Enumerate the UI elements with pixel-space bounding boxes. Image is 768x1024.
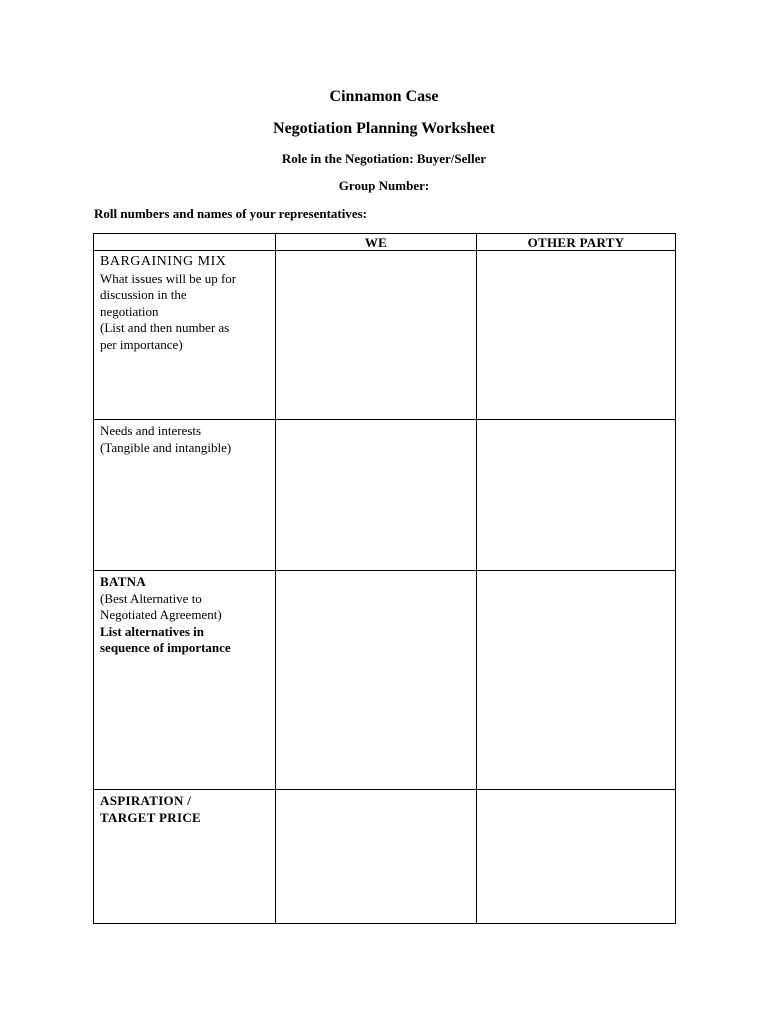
table-row-needs-interests [94,420,676,571]
header-cell-blank [94,234,276,251]
batna-heading: BATNA [100,574,147,589]
document-subtitle: Negotiation Planning Worksheet [273,120,495,137]
row-label-line: discussion in the [100,287,187,302]
other-party-cell-aspiration[interactable] [477,790,676,924]
row-label-line: Negotiated Agreement) [100,607,222,622]
other-party-cell-batna[interactable] [477,571,676,790]
table-row-batna [94,571,676,790]
row-label-line: What issues will be up for [100,270,237,286]
document-title: Cinnamon Case [329,88,439,105]
group-number-line: Group Number: [338,178,430,193]
header-cell-we: WE [276,234,477,251]
row-label-cell [94,571,276,790]
other-party-cell-bargaining-mix[interactable] [477,251,676,420]
bargaining-mix-heading: BARGAINING MIX [100,254,227,269]
row-label-cell [94,251,276,420]
role-line: Role in the Negotiation: Buyer/Seller [281,151,487,166]
roll-numbers-line: Roll numbers and names of your representatives: [94,206,367,221]
row-label-line: (Best Alternative to [100,590,202,606]
row-label-line: negotiation [100,303,159,319]
we-cell-batna[interactable] [276,571,477,790]
aspiration-heading: ASPIRATION / [100,793,192,808]
row-label-line: (Tangible and intangible) [100,439,232,455]
we-cell-aspiration[interactable] [276,790,477,924]
we-cell-needs-interests[interactable] [276,420,477,571]
row-label-bold-line: List alternatives in [100,623,204,639]
target-price-heading: TARGET PRICE [100,809,201,825]
row-label-line: per importance) [100,336,183,352]
header-cell-other-party: OTHER PARTY [477,234,676,251]
row-label-bold-line: sequence of importance [100,640,231,655]
we-cell-bargaining-mix[interactable] [276,251,477,420]
other-party-cell-needs-interests[interactable] [477,420,676,571]
row-label-cell [94,790,276,924]
row-label-line: (List and then number as [100,320,230,335]
row-label-cell [94,420,276,571]
row-label-line: Needs and interests [100,423,202,438]
table-row-aspiration [94,790,676,924]
planning-table [93,233,676,924]
table-row-bargaining-mix [94,251,676,420]
table-header-row [94,234,676,251]
